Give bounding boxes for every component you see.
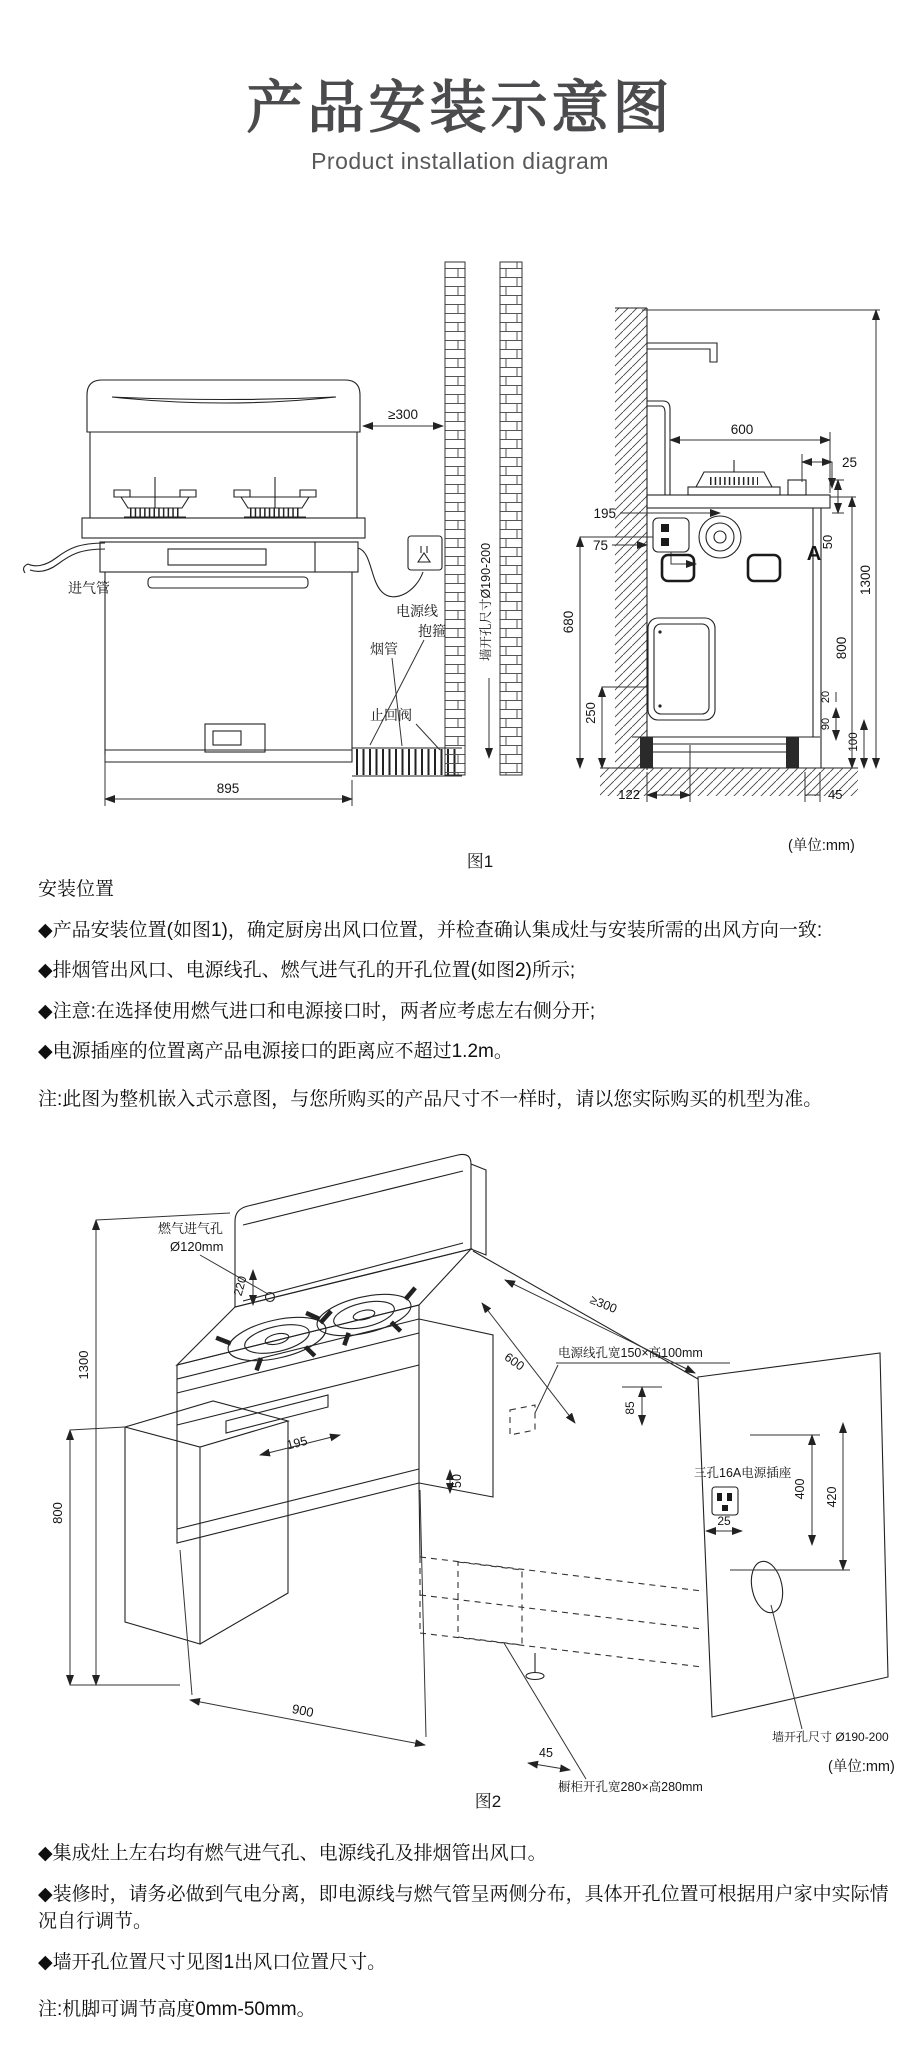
fig2-unit-note: (单位:mm) — [828, 1759, 895, 1775]
bottom-bullet-2: ◆装修时，请务必做到气电分离，即电源线与燃气管呈两侧分布，具体开孔位置可根据用户家中实际情况自行调节。 — [38, 1883, 889, 1933]
cooktop-surface — [177, 1249, 471, 1365]
wall-hatch — [615, 308, 647, 768]
dim-45-f2: 45 — [539, 1746, 553, 1760]
isometric-drawing — [125, 1154, 888, 1717]
power-cord-line — [358, 548, 423, 597]
dim-900: 900 — [290, 1701, 315, 1721]
section-heading: 安装位置 — [38, 879, 115, 900]
width-dim: 895 — [216, 781, 240, 796]
dim-25: 25 — [842, 455, 858, 470]
control-drawer — [100, 542, 358, 572]
left-burner — [114, 477, 196, 517]
stove-side — [419, 1319, 493, 1497]
figure1 — [20, 250, 900, 870]
dim-195: 195 — [593, 506, 616, 521]
foot-adjust-note: 注:机脚可调节高度0mm-50mm。 — [38, 1999, 316, 2021]
fig2-caption: 图2 — [474, 1792, 502, 1811]
fig1-unit-note: (单位:mm) — [788, 838, 855, 854]
handle-recess — [148, 577, 308, 588]
right-wall-panel — [698, 1353, 888, 1717]
dim-50-f2: 50 — [450, 1474, 464, 1488]
dim-220: 220 — [230, 1274, 250, 1298]
dim-75: 75 — [592, 538, 608, 553]
bottom-drawer — [205, 724, 265, 752]
bullet-2: ◆排烟管出风口、电源线孔、燃气进气孔的开孔位置(如图2)所示; — [38, 960, 576, 982]
figure2-diagram — [30, 1125, 910, 1815]
dim-90: 90 — [820, 717, 832, 731]
dim-100: 100 — [848, 732, 860, 752]
bottom-bullet-1: ◆集成灶上左右均有燃气进气孔、电源线孔及排烟管出风口。 — [38, 1843, 547, 1864]
dim-195-f2: 195 — [285, 1433, 309, 1453]
bottom-bullet-3: ◆墙开孔位置尺寸见图1出风口位置尺寸。 — [38, 1951, 387, 1973]
section-a-label: A — [806, 543, 822, 565]
gas-pipe-label: 进气管 — [68, 580, 110, 596]
gas-inlet-box — [653, 518, 696, 564]
dim-600: 600 — [730, 422, 754, 437]
lower-cabinet — [105, 572, 352, 762]
dim-1300-f2: 1300 — [76, 1350, 91, 1380]
bullet-3: ◆注意:在选择使用燃气进口和电源接口时，两者应考虑左右侧分开; — [38, 1000, 596, 1022]
gas-hole-label-1: 燃气进气孔 — [158, 1221, 224, 1236]
embed-note: 注:此图为整机嵌入式示意图，与您所购买的产品尺寸不一样时，请以您实际购买的机型为准。 — [38, 1088, 823, 1110]
counter-band — [82, 518, 365, 538]
left-cabinet — [125, 1401, 288, 1644]
dim-420: 420 — [825, 1486, 839, 1508]
front-view-drawing — [24, 262, 522, 806]
clamp-label: 抱箍 — [418, 623, 446, 639]
page-subtitle: Product installation diagram — [311, 148, 609, 174]
bullet-1: ◆产品安装位置(如图1)，确定厨房出风口位置，并检查确认集成灶与安装所需的出风方向一致: — [38, 919, 823, 941]
wall-hole-label-f2: 墙开孔尺寸 Ø190-200 — [772, 1730, 889, 1744]
wall-hole-oval — [747, 1558, 787, 1615]
dim-50: 50 — [820, 534, 835, 550]
side-view-drawing — [561, 308, 880, 802]
gas-pipe — [24, 543, 105, 573]
dim-800: 800 — [834, 636, 849, 660]
dashed-duct — [419, 1483, 702, 1667]
wall-brick-column-2 — [500, 262, 522, 775]
dim-25-f2: 25 — [717, 1514, 731, 1528]
power-outlet — [408, 536, 442, 570]
dim-20: 20 — [820, 690, 832, 704]
ceiling-lip — [647, 343, 717, 362]
lower-door — [648, 618, 715, 720]
figure1-diagram — [20, 250, 900, 870]
vent-opening-right — [748, 555, 780, 581]
clearance-dim-f2: ≥300 — [588, 1292, 619, 1316]
dim-250: 250 — [583, 702, 598, 724]
dim-800-f2: 800 — [50, 1502, 65, 1524]
right-burner — [234, 477, 316, 517]
socket-box — [712, 1487, 738, 1515]
adjustable-foot — [526, 1653, 544, 1680]
flue-label: 烟管 — [370, 641, 398, 657]
dim-122: 122 — [618, 787, 640, 802]
page-title: 产品安装示意图 — [246, 76, 674, 140]
figure2-dimensions — [50, 1213, 889, 1794]
gas-valve-knob — [699, 516, 741, 558]
dim-600-f2: 600 — [501, 1350, 527, 1374]
screen-profile — [647, 401, 670, 495]
vent-opening-left — [662, 555, 694, 581]
socket-label: 三孔16A电源插座 — [694, 1466, 792, 1480]
install-position-section — [38, 876, 900, 1126]
figure2 — [30, 1125, 910, 1815]
bottom-notes-section — [38, 1840, 900, 2037]
power-cord-label: 电源线 — [396, 603, 438, 619]
clearance-dim: ≥300 — [388, 407, 418, 422]
counter-side — [647, 495, 830, 508]
hood-glass-line — [112, 397, 336, 403]
dim-400: 400 — [793, 1478, 807, 1500]
burner-side — [688, 460, 806, 495]
burner-left-iso — [215, 1307, 340, 1377]
bullet-4: ◆电源插座的位置离产品电源接口的距离应不超过1.2m。 — [38, 1041, 513, 1063]
wall-hole-size-label: 墙开孔尺寸Ø190-200 — [479, 542, 493, 662]
dim-1300: 1300 — [858, 564, 873, 596]
check-valve-label: 止回阀 — [370, 707, 412, 723]
dim-680: 680 — [561, 610, 576, 634]
wall-brick-column-1 — [445, 262, 465, 775]
dim-85: 85 — [623, 1401, 637, 1415]
dim-45: 45 — [828, 787, 843, 802]
display-window — [168, 549, 266, 565]
cabinet-hole-label: 橱柜开孔宽280×高280mm — [558, 1780, 703, 1794]
gas-hole-label-2: Ø120mm — [170, 1239, 224, 1254]
fig1-caption: 图1 — [466, 852, 494, 870]
base-and-feet — [632, 737, 820, 768]
power-hole-label: 电源线孔宽150×高100mm — [558, 1346, 703, 1360]
